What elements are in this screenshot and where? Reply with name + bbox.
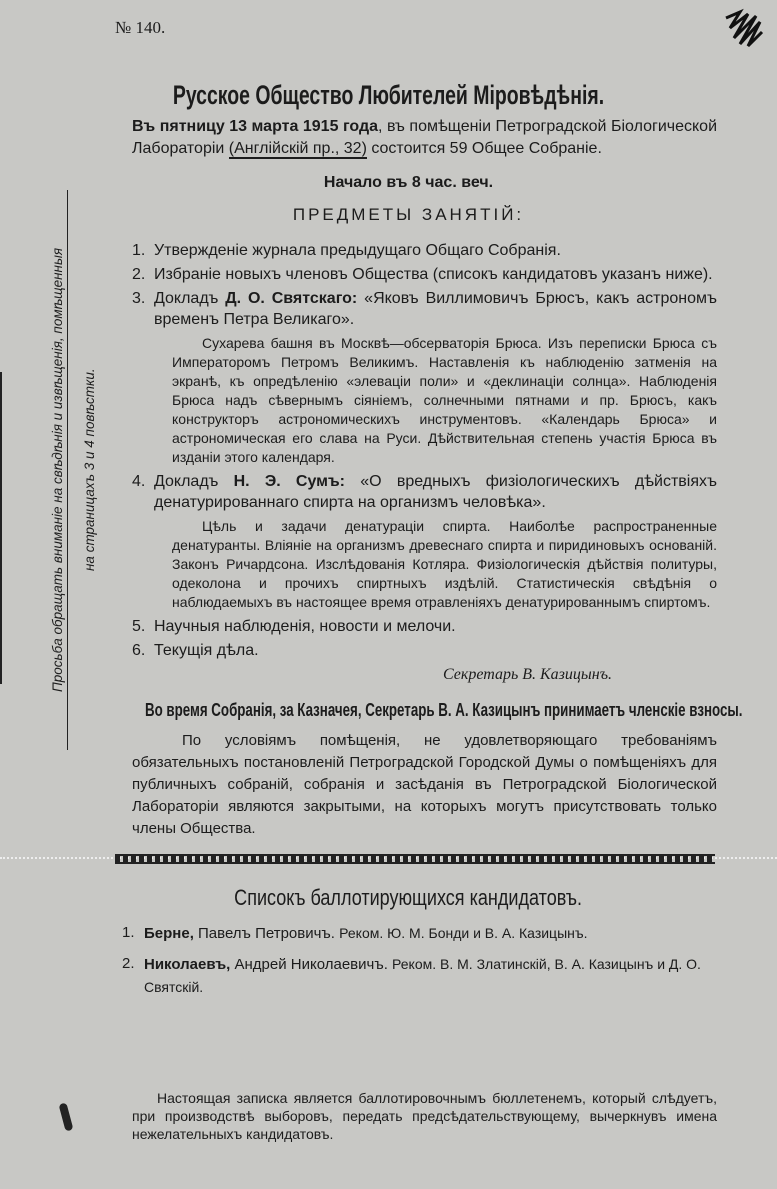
meeting-announcement: Въ пятницу 13 марта 1915 года, въ помѣщеніи Петроградской Біологической Лабораторіи (Англійскій пр., 32) состоится 59 Общее Собраніе. [132, 118, 718, 157]
agenda-item: 6. Текущія дѣла. [132, 642, 259, 659]
agenda-item: 3. Докладъ Д. О. Святскаго: «Яковъ Виллимовичъ Брюсъ, какъ астрономъ временъ Петра Великаго». [132, 290, 718, 328]
fees-notice: Во время Собранія, за Казначея, Секретарь В. А. Казицынъ принимаетъ членскіе взносы. [144, 700, 743, 720]
agenda-list [132, 240, 717, 686]
side-note-line: Просьба обращать вниманіе на свѣдѣнія и извѣщенія, помѣщенныя [50, 190, 68, 750]
candidate-item: 1. Берне, Павелъ Петровичъ. Реком. Ю. М. Бонди и В. А. Казицынъ. [122, 924, 588, 942]
agenda-item: 5. Научныя наблюденія, новости и мелочи. [132, 618, 456, 635]
agenda-item: 1. Утвержденіе журнала предыдущаго Общаго Собранія. [132, 242, 561, 259]
separator [0, 854, 777, 864]
candidates-list [122, 922, 722, 999]
agenda-item-description: Сухарева башня въ Москвѣ—обсерваторія Брюса. Изъ переписки Брюса съ Императоромъ Петромъ Великимъ. Наставленія къ наблюденію затменія на экранѣ, къ опредѣленію «элеваціи поли» и «деклинаціи солнца». Наблюденія Брюса надъ сѣвернымъ сіяніемъ, солнечными пятнами и пр. Брюсъ, какъ конструкторъ астрономическихъ инструментовъ. «Календарь Брюса» и астрономическая его слава на Руси. Дѣйствительная степень участія Брюса въ изданіи этого календаря. [172, 335, 717, 465]
speaker-name: Д. О. Святскаго: [225, 290, 358, 307]
meeting-address: (Англійскій пр., 32) [228, 140, 367, 157]
secretary-signature: Секретарь В. Казицынъ. [442, 666, 612, 683]
speaker-name: Н. Э. Сумъ: [233, 473, 345, 490]
start-time: Начало въ 8 час. веч. [323, 174, 494, 191]
agenda-item: 2. Избраніе новыхъ членовъ Общества (списокъ кандидатовъ указанъ ниже). [132, 266, 713, 283]
agenda-item-description: Цѣль и задачи денатураціи спирта. Наиболѣе распространенные денатуранты. Вліяніе на организмъ древеснаго спирта и пиридиновыхъ основаній. Законъ Ричардсона. Изслѣдованія Котляра. Физіологическія дѣйствія политуры, одеколона и прочихъ спиртныхъ издѣлій. Статистическія свѣдѣнія о наблюдаемыхъ въ настоящее время отравленіяхъ денатурированнымъ спиртомъ. [172, 518, 717, 610]
rules-notice: По условіямъ помѣщенія, не удовлетворяющаго требованіямъ обязательныхъ постановленій Петроградской Городской Думы о помѣщеніяхъ для публичныхъ собраній, собранія и засѣданія въ Петроградской Біологической Лабораторіи являются закрытыми, на которыхъ могутъ присутствовать только члены Общества. [132, 732, 717, 837]
candidate-item: 2. Николаевъ, Андрей Николаевичъ. Реком. В. М. Златинскій, В. А. Казицынъ и Д. О. Святскій. [122, 955, 701, 995]
agenda-item: 4. Докладъ Н. Э. Сумъ: «О вредныхъ физіологическихъ дѣйствіяхъ денатурированнаго спирта на организмъ человѣка». [132, 473, 718, 511]
candidates-title: Списокъ баллотирующихся кандидатовъ. [234, 885, 583, 910]
society-title: Русское Общество Любителей Міровѣдѣнія. [172, 80, 605, 110]
handwritten-scribble-mark [722, 8, 764, 50]
decorative-border [115, 854, 715, 864]
document-number: № 140. [115, 18, 166, 37]
ballot-note: Настоящая записка является баллотировочнымъ бюллетенемъ, который слѣдуетъ, при производствѣ выборовъ, передать предсѣдательствующему, вычеркнувъ имена нежелательныхъ кандидатовъ. [132, 1090, 717, 1142]
side-note-line: на страницахъ 3 и 4 повѣстки. [82, 368, 97, 572]
agenda-heading: ПРЕДМЕТЫ ЗАНЯТІЙ: [292, 205, 525, 224]
meeting-date: Въ пятницу 13 марта 1915 года [132, 118, 379, 135]
document-body [0, 78, 777, 1143]
